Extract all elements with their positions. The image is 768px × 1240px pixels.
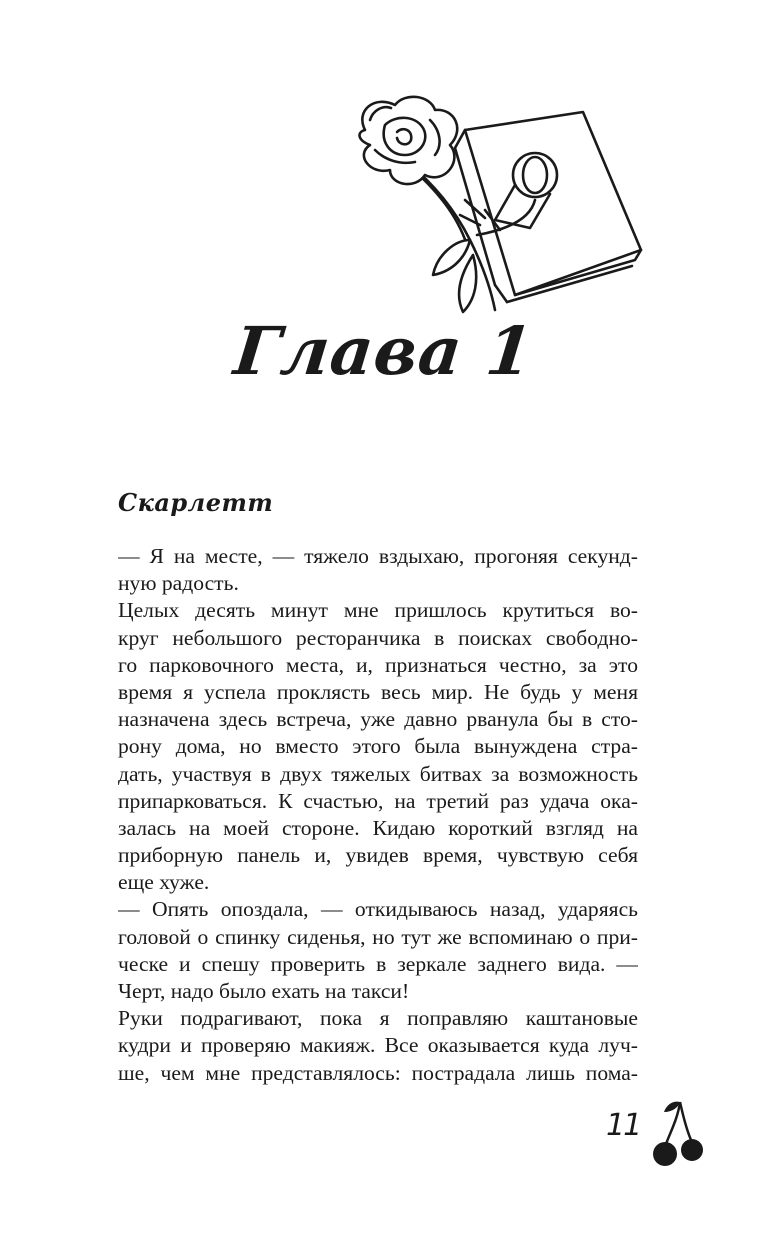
body-line: — Опять опоздала, — откидываюсь назад, ударяясь [118,897,638,922]
body-line: головой о спинку сиденья, но тут же вспоминаю о при- [118,924,638,949]
body-line: Руки подрагивают, пока я поправляю каштановые [118,1006,638,1031]
body-line: дать, участвуя в двух тяжелых битвах за возможность [118,761,638,786]
section-heading: Скарлетт [118,488,274,517]
page-number: 11 [606,1108,641,1143]
body-line: еще хуже. [118,870,210,895]
body-text [118,543,638,1087]
body-line: ше, чем мне представлялось: пострадала лишь пома- [118,1060,638,1085]
body-line: приборную панель и, увидев время, чувствую себя [118,843,638,868]
body-line: Черт, надо было ехать на такси! [118,979,410,1003]
body-line: припарковаться. К счастью, на третий раз удача ока- [118,788,638,813]
body-line: ную радость. [118,571,239,596]
flower-book-illustration [345,90,645,325]
body-line: залась на моей стороне. Кидаю короткий взгляд на [118,815,638,840]
cherry-icon [648,1098,708,1168]
body-line: рону дома, но вместо этого была вынуждена стра- [118,734,638,759]
body-line: назначена здесь встреча, уже давно рванула бы в сто- [118,707,638,732]
body-line: го парковочного места, и, признаться честно, за это [118,652,638,677]
body-line: кудри и проверяю макияж. Все оказывается куда луч- [118,1033,638,1058]
body-line: круг небольшого ресторанчика в поисках свободно- [118,625,638,650]
body-line: Целых десять минут мне пришлось крутиться во- [118,598,638,623]
body-line: время я успела проклясть весь мир. Не будь у меня [118,679,638,704]
body-line: — Я на месте, — тяжело вздыхаю, прогоняя секунд- [118,544,638,568]
body-line: ческе и спешу проверить в зеркале заднего вида. — [118,951,638,976]
chapter-title: Глава 1 [230,312,538,390]
